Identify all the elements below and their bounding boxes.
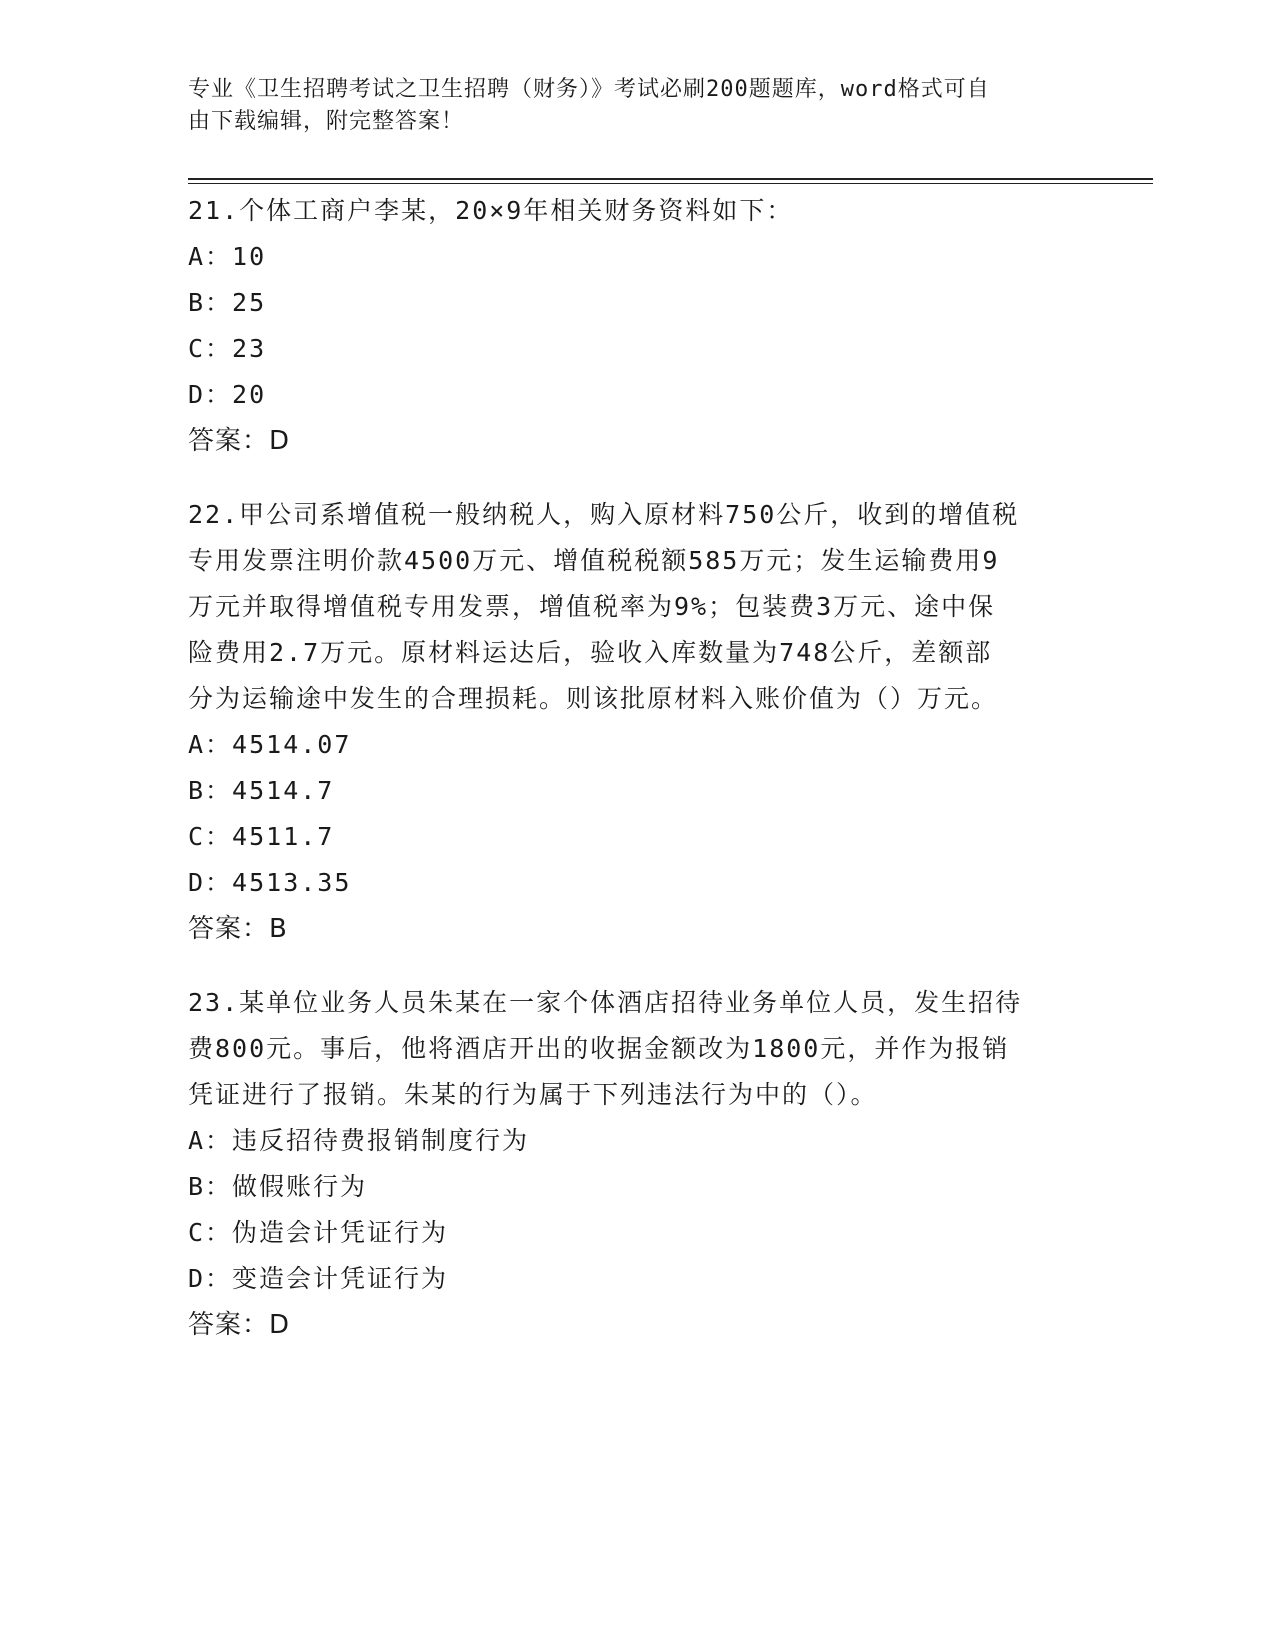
question-23 [188,980,1088,1348]
option-b: B：25 [188,288,267,317]
option-c: C：伪造会计凭证行为 [188,1218,449,1247]
header-divider [188,178,1153,180]
option-c: C：4511.7 [188,822,335,851]
option-b: B：做假账行为 [188,1172,368,1201]
answer-line: 答案：D [188,1310,291,1340]
option-d: D：20 [188,380,267,409]
header-divider-thin [188,183,1153,184]
header-line: 专业《卫生招聘考试之卫生招聘（财务）》考试必刷200题题库，word格式可自 [188,77,990,102]
question-stem: 23.某单位业务人员朱某在一家个体酒店招待业务单位人员，发生招待 [188,988,1023,1017]
option-c: C：23 [188,334,267,363]
option-a: A：4514.07 [188,730,352,759]
question-stem: 分为运输途中发生的合理损耗。则该批原材料入账价值为（）万元。 [188,684,999,713]
question-list [188,188,1088,1376]
question-stem: 万元并取得增值税专用发票，增值税率为9%；包装费3万元、途中保 [188,592,996,621]
option-d: D：变造会计凭证行为 [188,1264,449,1293]
question-22 [188,492,1088,952]
question-stem: 凭证进行了报销。朱某的行为属于下列违法行为中的（）。 [188,1080,878,1109]
option-a: A：违反招待费报销制度行为 [188,1126,530,1155]
question-stem: 22.甲公司系增值税一般纳税人，购入原材料750公斤，收到的增值税 [188,500,1020,529]
header-line: 由下载编辑，附完整答案！ [188,109,465,134]
answer-line: 答案：B [188,914,288,944]
question-21 [188,188,1088,464]
option-d: D：4513.35 [188,868,352,897]
option-a: A：10 [188,242,267,271]
question-stem: 费800元。事后，他将酒店开出的收据金额改为1800元，并作为报销 [188,1034,1010,1063]
answer-line: 答案：D [188,426,291,456]
option-b: B：4514.7 [188,776,335,805]
question-stem: 21.个体工商户李某，20×9年相关财务资料如下： [188,196,794,225]
document-header [188,74,1068,138]
question-stem: 险费用2.7万元。原材料运达后，验收入库数量为748公斤，差额部 [188,638,993,667]
question-stem: 专用发票注明价款4500万元、增值税税额585万元；发生运输费用9 [188,546,1000,575]
